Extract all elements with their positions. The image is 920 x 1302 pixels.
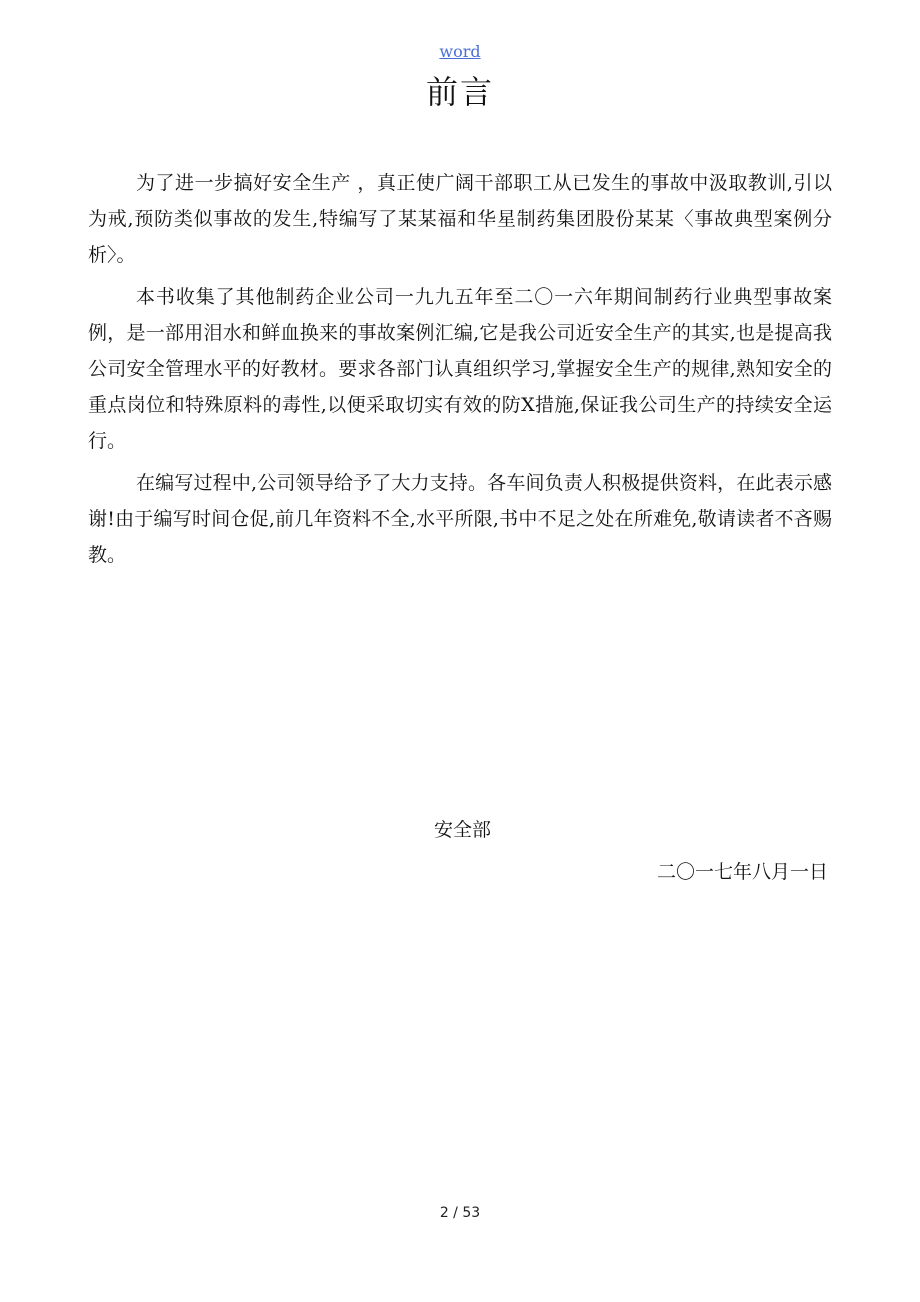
- document-body: [88, 165, 832, 573]
- paragraph-1: 为了进一步搞好安全生产 ，真正使广阔干部职工从已发生的事故中汲取教训,引以为戒,预防类似事故的发生,特编写了某某福和华星制药集团股份某某〈事故典型案例分析〉。: [88, 172, 832, 266]
- header-word-link[interactable]: word: [439, 42, 481, 61]
- signature-department: 安全部: [434, 819, 492, 841]
- paragraph-2: 本书收集了其他制药企业公司一九九五年至二〇一六年期间制药行业典型事故案例，是一部用泪水和鲜血换来的事故案例汇编,它是我公司近安全生产的其实,也是提高我公司安全管理水平的好教材。要求各部门认真组织学习,掌握安全生产的规律,熟知安全的重点岗位和特殊原料的毒性,以便采取切实有效的防X措施,保证我公司生产的持续安全运行。: [88, 286, 832, 452]
- signature-date: 二〇一七年八月一日: [656, 861, 828, 883]
- page-title: 前言: [425, 73, 494, 111]
- paragraph-3: 在编写过程中,公司领导给予了大力支持。各车间负责人积极提供资料，在此表示感谢!由于编写时间仓促,前几年资料不全,水平所限,书中不足之处在所难免,敬请读者不吝赐教。: [88, 472, 832, 566]
- page-number: 2 / 53: [439, 1205, 481, 1221]
